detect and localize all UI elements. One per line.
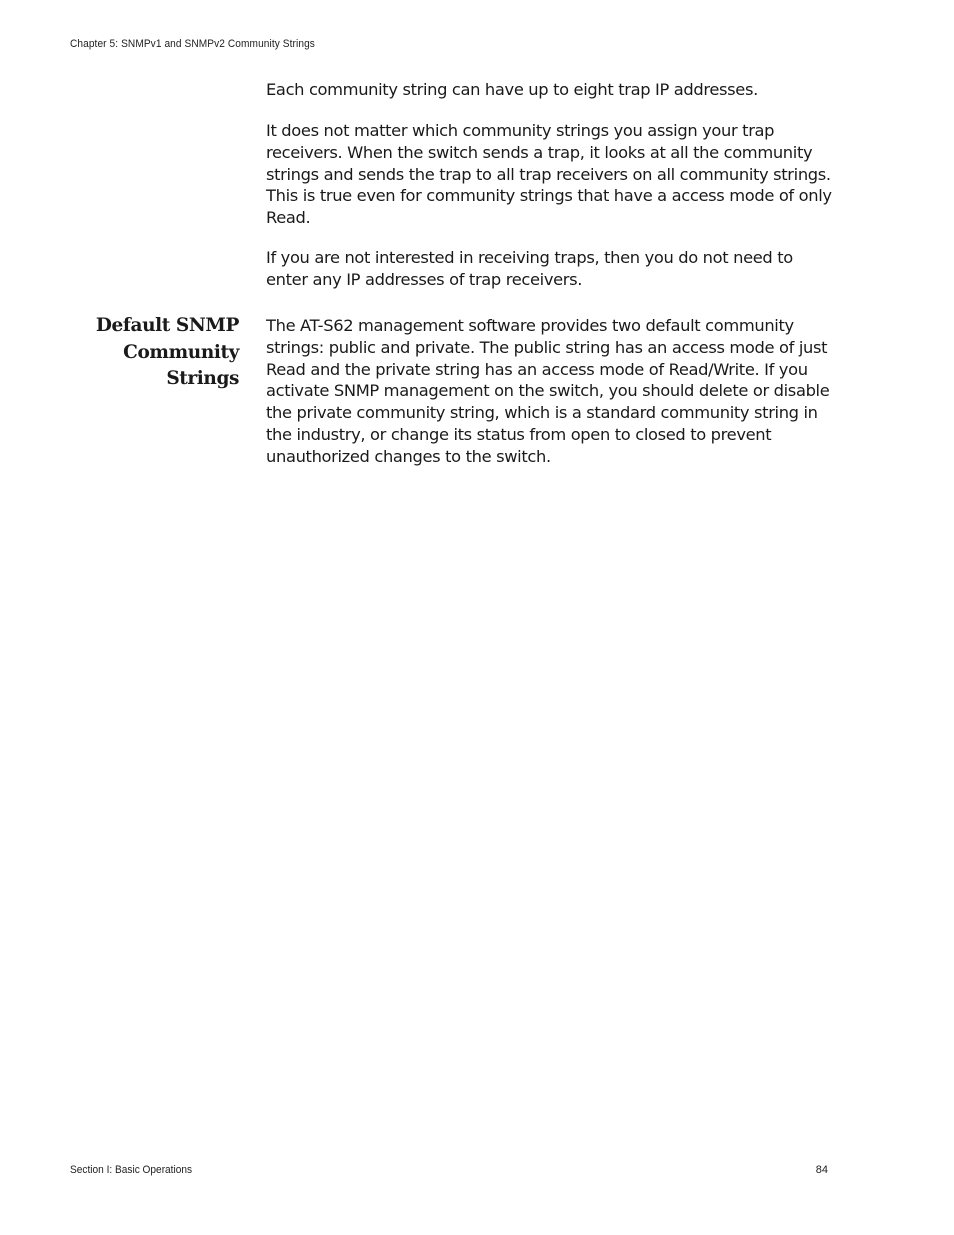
paragraph-trap-limit (266, 79, 834, 101)
paragraph-trap-receivers (266, 120, 834, 229)
paragraph-text: Each community string can have up to eight trap IP addresses. (266, 80, 758, 99)
section-body-default-snmp (266, 315, 834, 468)
paragraph-no-traps (266, 247, 834, 291)
heading-line: Strings (166, 368, 239, 389)
paragraph-text: If you are not interested in receiving traps, then you do not need to enter any IP addresses of trap receivers. (266, 248, 793, 289)
footer-section-label: Section I: Basic Operations (70, 1164, 193, 1176)
section-heading-default-snmp (60, 313, 239, 393)
running-header: Chapter 5: SNMPv1 and SNMPv2 Community Strings (70, 38, 315, 50)
paragraph-text: It does not matter which community strings you assign your trap receivers. When the switch sends a trap, it looks at all the community strings and sends the trap to all trap receivers on all community strings. This is true even for community strings that have a access mode of only Read. (266, 121, 832, 228)
heading-line: Default SNMP (95, 315, 239, 336)
footer-page-number: 84 (815, 1164, 828, 1176)
heading-line: Community (123, 341, 239, 363)
paragraph-text: The AT-S62 management software provides two default community strings: public and private. The public string has an access mode of just Read and the private string has an access mode of Read/Write. If you activate SNMP management on the switch, you should delete or disable the private community string, which is a standard community string in the industry, or change its status from open to closed to prevent unauthorized changes to the switch. (266, 316, 830, 466)
